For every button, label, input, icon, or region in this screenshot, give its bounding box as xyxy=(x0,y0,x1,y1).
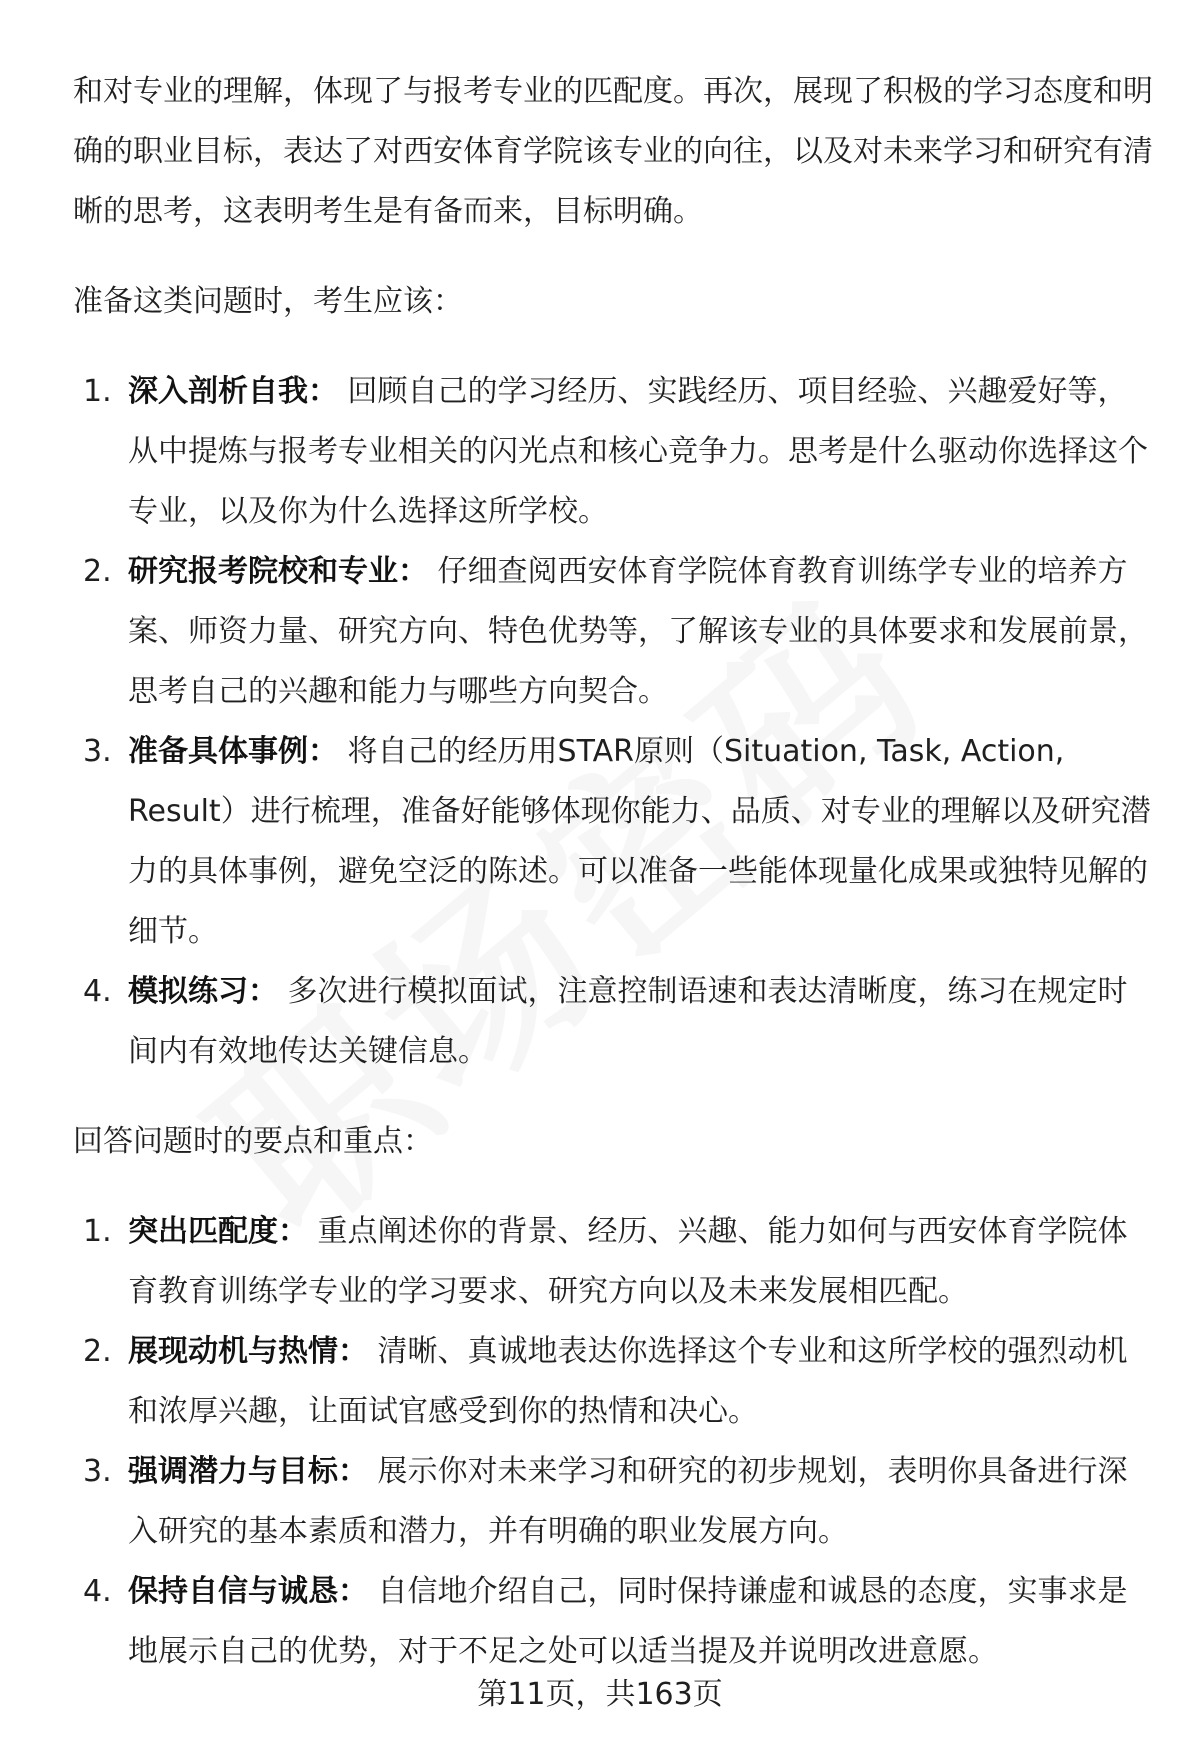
list-item xyxy=(73,962,1153,1082)
list-number: 1. xyxy=(83,374,112,409)
document-body xyxy=(73,62,1153,1682)
list-term: 展现动机与热情： xyxy=(128,1334,368,1369)
answer-list xyxy=(73,1202,1153,1682)
list-term: 保持自信与诚恳： xyxy=(128,1574,368,1609)
list-item xyxy=(73,1202,1153,1322)
list-term: 模拟练习： xyxy=(128,974,278,1009)
list-number: 3. xyxy=(83,734,112,769)
list-item xyxy=(73,1322,1153,1442)
list-item xyxy=(73,1562,1153,1682)
list-number: 2. xyxy=(83,1334,112,1369)
list-text: 将自己的经历用STAR原则（Situation, Task, Action, Result）进行梳理，准备好能够体现你能力、品质、对专业的理解以及研究潜力的具体事例，避免空泛的陈述。可以准备一些能体现量化成果或独特见解的细节。 xyxy=(128,734,1151,949)
answer-heading: 回答问题时的要点和重点： xyxy=(73,1124,433,1159)
list-item xyxy=(73,362,1153,542)
list-text: 仔细查阅西安体育学院体育教育训练学专业的培养方案、师资力量、研究方向、特色优势等，了解该专业的具体要求和发展前景，思考自己的兴趣和能力与哪些方向契合。 xyxy=(128,554,1148,709)
list-number: 2. xyxy=(83,554,112,589)
list-text: 展示你对未来学习和研究的初步规划，表明你具备进行深入研究的基本素质和潜力，并有明确的职业发展方向。 xyxy=(128,1454,1128,1549)
list-item xyxy=(73,542,1153,722)
intro-paragraph: 和对专业的理解，体现了与报考专业的匹配度。再次，展现了积极的学习态度和明确的职业目标，表达了对西安体育学院该专业的向往，以及对未来学习和研究有清晰的思考，这表明考生是有备而来，目标明确。 xyxy=(73,74,1153,229)
list-text: 自信地介绍自己，同时保持谦虚和诚恳的态度，实事求是地展示自己的优势，对于不足之处可以适当提及并说明改进意愿。 xyxy=(128,1574,1128,1669)
list-text: 多次进行模拟面试，注意控制语速和表达清晰度，练习在规定时间内有效地传达关键信息。 xyxy=(128,974,1128,1069)
list-number: 3. xyxy=(83,1454,112,1489)
list-text: 清晰、真诚地表达你选择这个专业和这所学校的强烈动机和浓厚兴趣，让面试官感受到你的热情和决心。 xyxy=(128,1334,1128,1429)
list-text: 回顾自己的学习经历、实践经历、项目经验、兴趣爱好等，从中提炼与报考专业相关的闪光点和核心竞争力。思考是什么驱动你选择这个专业，以及你为什么选择这所学校。 xyxy=(128,374,1148,529)
list-item xyxy=(73,722,1153,962)
list-term: 准备具体事例： xyxy=(128,734,338,769)
page-footer: 第11页，共163页 xyxy=(477,1677,723,1712)
prep-heading: 准备这类问题时，考生应该： xyxy=(73,284,463,319)
list-term: 深入剖析自我： xyxy=(128,374,338,409)
list-term: 突出匹配度： xyxy=(128,1214,308,1249)
prep-list xyxy=(73,362,1153,1082)
list-number: 4. xyxy=(83,1574,112,1609)
list-term: 强调潜力与目标： xyxy=(128,1454,368,1489)
list-text: 重点阐述你的背景、经历、兴趣、能力如何与西安体育学院体育教育训练学专业的学习要求、研究方向以及未来发展相匹配。 xyxy=(128,1214,1128,1309)
list-number: 1. xyxy=(83,1214,112,1249)
list-number: 4. xyxy=(83,974,112,1009)
list-term: 研究报考院校和专业： xyxy=(128,554,428,589)
list-item xyxy=(73,1442,1153,1562)
